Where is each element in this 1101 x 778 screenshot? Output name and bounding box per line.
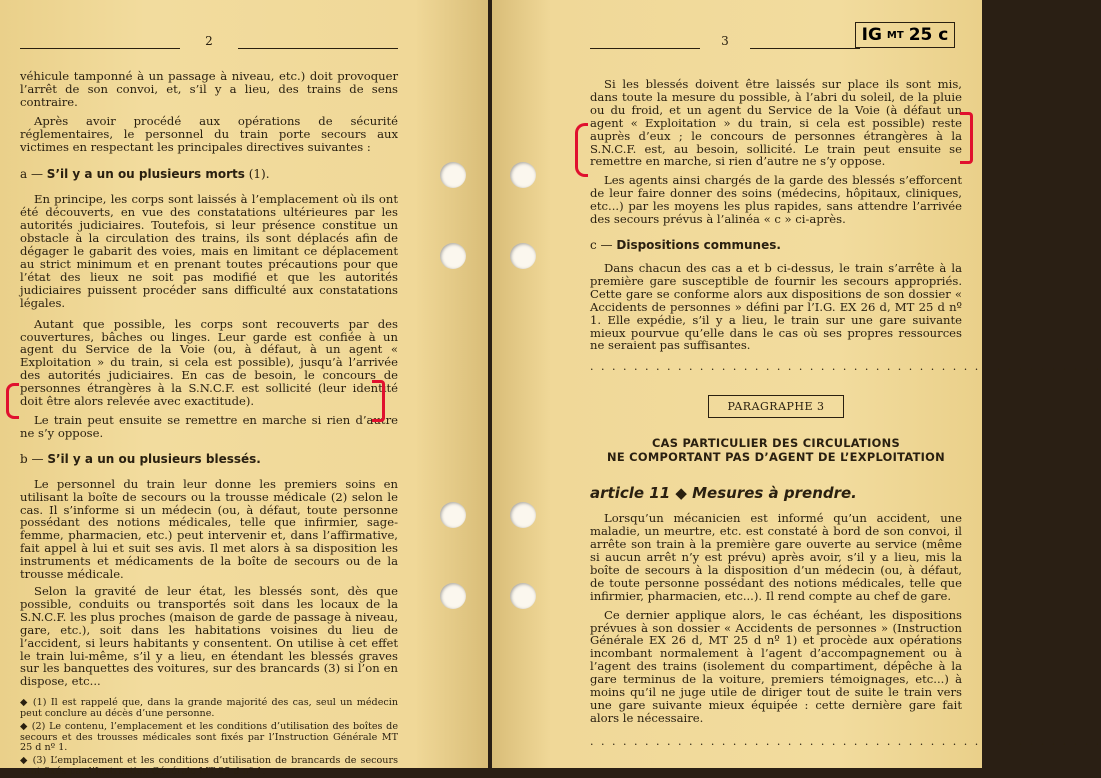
- intro-paragraph: Après avoir procédé aux opérations de sécurité réglementaires, le personnel du train porte secours aux victimes en respectant les principales directives suivantes :: [20, 113, 398, 154]
- red-bracket-mark: [960, 112, 973, 164]
- body-paragraph: Dans chacun des cas a et b ci-dessus, le train s’arrête à la première gare susceptible de fournir les secours appropriés. Cette gare se conforme alors aux dispositions de son dossier « Accidents de personnes » défini par l’I.G. EX 26 d, MT 25 d nº 1. Elle expédie, s’il y a lieu, le train sur une gare suivante mieux pourvue qu’elle dans le cas où ses propres ressources ne seraient pas suffisantes.: [590, 260, 962, 353]
- left-page-header: [20, 34, 398, 54]
- binder-hole: [510, 162, 536, 188]
- body-paragraph: Autant que possible, les corps sont recouverts par des couvertures, bâches ou linges. Leur garde est confiée à un agent du Service de la Voie (ou, à défaut, à un agent « Exploitation » du train, si cela est possible), jusqu’à l’arrivée des autorités judiciaires. En cas de besoin, le concours de personnes étrangères à la S.N.C.F. est sollicité (leur identité doit être alors relevée avec exactitude).: [20, 316, 398, 409]
- body-paragraph: Lorsqu’un mécanicien est informé qu’un accident, une maladie, un meurtre, etc. est constaté à bord de son convoi, il arrête son train à la première gare ouverte au service (même si aucun arrêt n’y est prévu) après avoir, s’il y a lieu, mis la boîte de secours à la disposition d’un médecin (ou, à défaut, de toute personne possédant des notions médicales, telle que infirmier, pharmacien, etc...). Il rend compte au chef de gare.: [590, 511, 962, 603]
- section-a-heading: a — S’il y a un ou plusieurs morts (1).: [20, 167, 270, 182]
- paragraph-label: PARAGRAPHE 3: [708, 395, 843, 418]
- red-bracket-mark: [575, 123, 588, 177]
- left-body: [20, 70, 398, 778]
- body-paragraph: Les agents ainsi chargés de la garde des blessés s’efforcent de leur faire donner des soins (médecins, hôpitaux, cliniques, etc...) par les moyens les plus rapides, sans attendre l’arrivée des secours prévus à l’alinéa « c » ci-après.: [590, 173, 962, 227]
- dotted-separator: . . . . . . . . . . . . . . . . . . . . . . . . . . . . . . . . . . . . . . . . . . . . . . .: [590, 734, 1101, 748]
- section-b-heading: b — S’il y a un ou plusieurs blessés.: [20, 451, 261, 466]
- section-title: CAS PARTICULIER DES CIRCULATIONS NE COMPORTANT PAS D’AGENT DE L’EXPLOITATION: [607, 436, 945, 465]
- body-paragraph: En principe, les corps sont laissés à l’emplacement où ils ont été découverts, en vue des constatations ultérieures par les autorités judiciaires. Toutefois, si leur présence constitue un obstacle à la circulation des trains, ils sont déplacés afin de dégager le gabarit des voies, mais en limitant ce déplacement au strict minimum et en prenant toutes précautions pour que l’état des lieux ne soit pas modifié et que les autorités judiciaires puissent procéder sans difficulté aux constatations légales.: [20, 192, 398, 310]
- binder-hole: [440, 502, 466, 528]
- page-number: 3: [721, 34, 729, 48]
- footnote: ◆ (1) Il est rappelé que, dans la grande majorité des cas, seul un médecin peut conclure au décès d’une personne.: [20, 697, 398, 720]
- footnote: ◆ (2) Le contenu, l’emplacement et les conditions d’utilisation des boîtes de secours et des trousses médicales sont fixés par l’Instruction Générale MT 25 d nº 1.: [20, 720, 398, 754]
- article-heading: article 11 ◆ Mesures à prendre.: [590, 484, 857, 503]
- red-bracket-mark: [6, 383, 19, 419]
- binder-hole: [510, 243, 536, 269]
- binder-hole: [440, 583, 466, 609]
- section-c-heading: c — Dispositions communes.: [590, 237, 781, 252]
- binder-hole: [440, 243, 466, 269]
- instruction-reference-box: IG MT 25 c: [855, 22, 955, 48]
- body-paragraph: Selon la gravité de leur état, les blessés sont, dès que possible, conduits ou transportés soit dans les locaux de la S.N.C.F. les plus proches (maison de garde de passage à niveau, gare, etc.), soit dans les habitations voisines du lieu de l’accident, si leurs habitants y consentent. On utilise à cet effet le train lui-même, s’il y a lieu, en étendant les blessés graves sur les banquettes des voitures, sur des brancards (3) si l’on en dispose, etc...: [20, 584, 398, 689]
- right-page-header: [590, 34, 860, 54]
- left-page: [0, 0, 488, 778]
- footnotes: [20, 698, 398, 778]
- header-rule: [20, 48, 180, 49]
- body-paragraph: Si les blessés doivent être laissés sur place ils sont mis, dans toute la mesure du possible, à l’abri du soleil, de la pluie ou du froid, et un agent du Service de la Voie (à défaut un agent « Exploitation » du train, si cela est possible) reste auprès d’eux ; le concours de personnes étrangères à la S.N.C.F. est, au besoin, sollicité. Le train peut ensuite se remettre en marche, si rien d’autre ne s’y oppose.: [590, 77, 962, 169]
- body-paragraph: Le train peut ensuite se remettre en marche si rien d’autre ne s’y oppose.: [20, 412, 398, 440]
- page-number: 2: [205, 34, 213, 48]
- header-rule: [750, 48, 860, 49]
- dotted-separator: . . . . . . . . . . . . . . . . . . . . . . . . . . . . . . . . . . . . . . . . . . . . . . .: [590, 360, 1101, 374]
- red-bracket-mark: [372, 380, 385, 422]
- binder-hole: [510, 502, 536, 528]
- binder-hole: [440, 162, 466, 188]
- footnote: ◆ (3) L’emplacement et les conditions d’utilisation de brancards de secours sont fixés par l’Instruction Générale MT 25 d nº 1.: [20, 755, 398, 778]
- intro-paragraph: véhicule tamponné à un passage à niveau, etc.) doit provoquer l’arrêt de son convoi, et, s’il y a lieu, des trains de sens contraire.: [20, 69, 398, 109]
- paragraph-box-wrap: [590, 395, 962, 418]
- header-rule: [238, 48, 398, 49]
- header-rule: [590, 48, 700, 49]
- right-page: [492, 0, 1101, 768]
- right-body: [590, 77, 1101, 748]
- binder-hole: [510, 583, 536, 609]
- body-paragraph: Ce dernier applique alors, le cas échéant, les dispositions prévues à son dossier « Accidents de personnes » (Instruction Générale EX 26 d, MT 25 d nº 1) et procède aux opérations incombant normalement à l’agent d’accompagnement ou à l’agent des trains (isolement du compartiment, dépêche à la gare terminus de la voiture, premiers témoignages, etc...) à moins qu’il ne juge utile de diriger tout de suite le train vers une gare suivante mieux équipée : cette dernière gare fait alors le nécessaire.: [590, 607, 962, 725]
- body-paragraph: Le personnel du train leur donne les premiers soins en utilisant la boîte de secours ou la trousse médicale (2) selon le cas. Il s’informe si un médecin (ou, à défaut, toute personne possédant des notions médicales, telle que infirmier, sage-femme, pharmacien, etc.) peut intervenir et, dans l’affirmative, fait appel à lui et suit ses avis. Il met alors à sa disposition les instruments et médicaments de la boîte de secours ou de la trousse médicale.: [20, 476, 398, 582]
